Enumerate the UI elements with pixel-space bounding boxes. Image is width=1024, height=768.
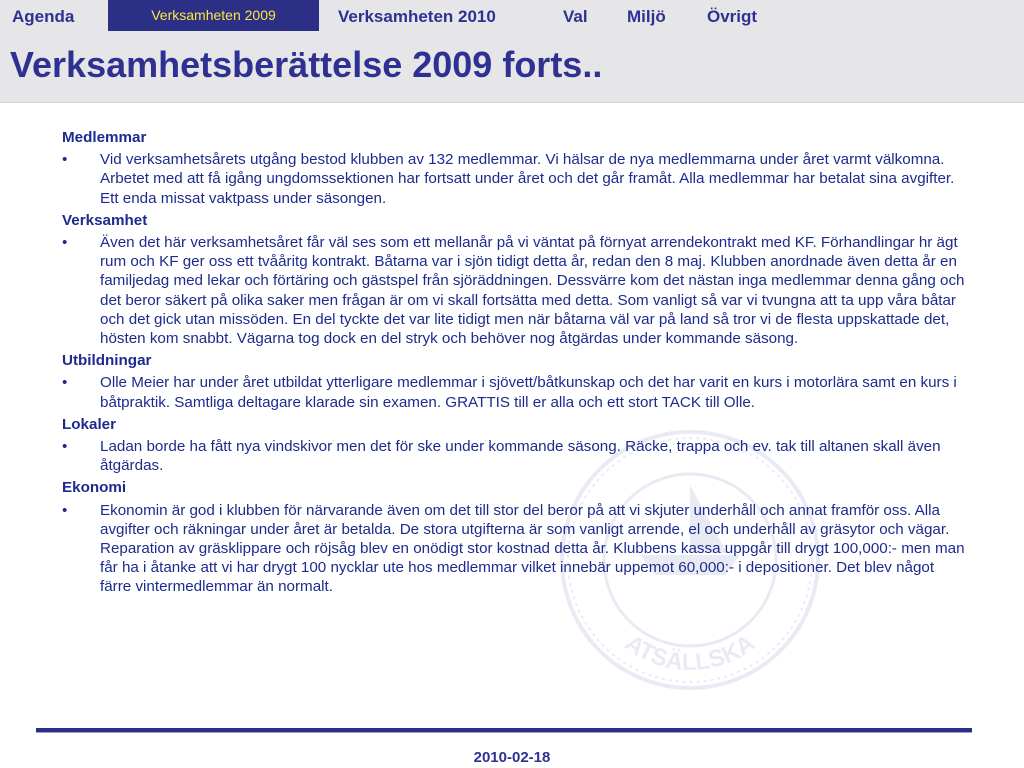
bullet-text: Ladan borde ha fått nya vindskivor men det för ske under kommande säsong. Räcke, trappa och ev. tak till altanen skall även åtgärdas. xyxy=(100,438,941,475)
seal-text: ATSÄLLSKA xyxy=(620,629,760,677)
section-medlemmar xyxy=(62,128,967,208)
nav-item-agenda[interactable]: Agenda xyxy=(12,7,75,26)
section-lokaler xyxy=(62,415,967,476)
nav-item-val[interactable]: Val xyxy=(563,7,588,26)
bullet-dot: • xyxy=(62,438,68,456)
bullet-item xyxy=(62,150,967,208)
top-navigation xyxy=(0,0,1024,32)
nav-item-verksamheten-2009-label: Verksamheten 2009 xyxy=(151,7,276,23)
bullet-dot: • xyxy=(62,151,68,169)
slide-title: Verksamhetsberättelse 2009 forts.. xyxy=(10,44,603,85)
bullet-item xyxy=(62,437,967,475)
bullet-dot: • xyxy=(62,501,68,519)
section-heading: Lokaler xyxy=(62,415,117,433)
section-heading: Ekonomi xyxy=(62,479,127,497)
section-verksamhet xyxy=(62,211,967,348)
section-utbildningar xyxy=(62,351,967,412)
section-heading: Utbildningar xyxy=(62,352,152,370)
bullet-item xyxy=(62,501,967,597)
bullet-text: Ekonomin är god i klubben för närvarande även om det till stor del beror på att vi skjuter underhåll och annat framför oss. Alla avgifter och räkningar under året är betalda. De stora utgifterna är som vanligt arrende, el och underhåll av gräsytor och vägar. Reparation av gräsklippare och röjsåg blev en onödigt stor kostnad detta år. Klubbens kassa uppgår till drygt 100,000:- men man får ha i åtanke att vi har drygt 100 nycklar ute hos medlemmar vilket innebär uppemot 60,000:- i depositioner. Det blev något färre vintermedlemmar än normalt. xyxy=(100,501,965,596)
nav-item-ovrigt[interactable]: Övrigt xyxy=(707,7,758,26)
bullet-text: Även det här verksamhetsåret får väl ses som ett mellanår på vi väntat på förnyat arrendekontrakt med KF. Förhandlingar hr ägt rum och KF ger oss ett tvååritg kontrakt. Båtarna var i sjön tidigt detta år, redan den 8 maj. Klubben anordnade även detta år en familjedag med lekar och förtäring och gästspel från sjöräddningen. Dessvärre kom det nästan inga medlemmar denna gång och det beror säkert på olika saker men frågan är om vi skall fortsätta med detta. Som vanligt så var vi tvungna att ta upp våra båtar och det gick utan missöden. En del tyckte det var lite tidigt men när båtarna väl var på land så tror vi de flesta uppskattade det, hösten kom snabbt. Vägarna tog dock en del stryk och behöver nog åtgärdas under kommande säsong. xyxy=(100,234,965,348)
nav-item-verksamheten-2009-active[interactable] xyxy=(108,0,319,31)
bullet-dot: • xyxy=(62,374,68,392)
section-ekonomi xyxy=(62,478,967,596)
footer-date: 2010-02-18 xyxy=(473,749,551,766)
bullet-item xyxy=(62,373,967,411)
nav-item-miljo[interactable]: Miljö xyxy=(627,7,666,26)
section-heading: Medlemmar xyxy=(62,129,147,146)
section-heading: Verksamhet xyxy=(62,211,148,229)
slide-body xyxy=(62,128,967,600)
nav-item-verksamheten-2010[interactable]: Verksamheten 2010 xyxy=(338,7,496,26)
bullet-item xyxy=(62,233,967,348)
bullet-dot: • xyxy=(62,234,68,252)
bullet-text: Vid verksamhetsårets utgång bestod klubben av 132 medlemmar. Vi hälsar de nya medlemmarna under året varmt välkomna. Arbetet med att få igång ungdomssektionen har fortsatt under året och det går framåt. Alla medlemmar har betalat sina avgifter. Ett enda missat vaktpass under säsongen. xyxy=(100,151,955,207)
bullet-text: Olle Meier har under året utbildat ytterligare medlemmar i sjövett/båtkunskap och det har varit en kurs i motorlära samt en kurs i båtpraktik. Samtliga deltagare klarade sin examen. GRATTIS till er alla och ett stort TACK till Olle. xyxy=(100,374,957,411)
footer-divider xyxy=(36,728,972,733)
svg-text:ATSÄLLSKA xyxy=(620,629,760,676)
